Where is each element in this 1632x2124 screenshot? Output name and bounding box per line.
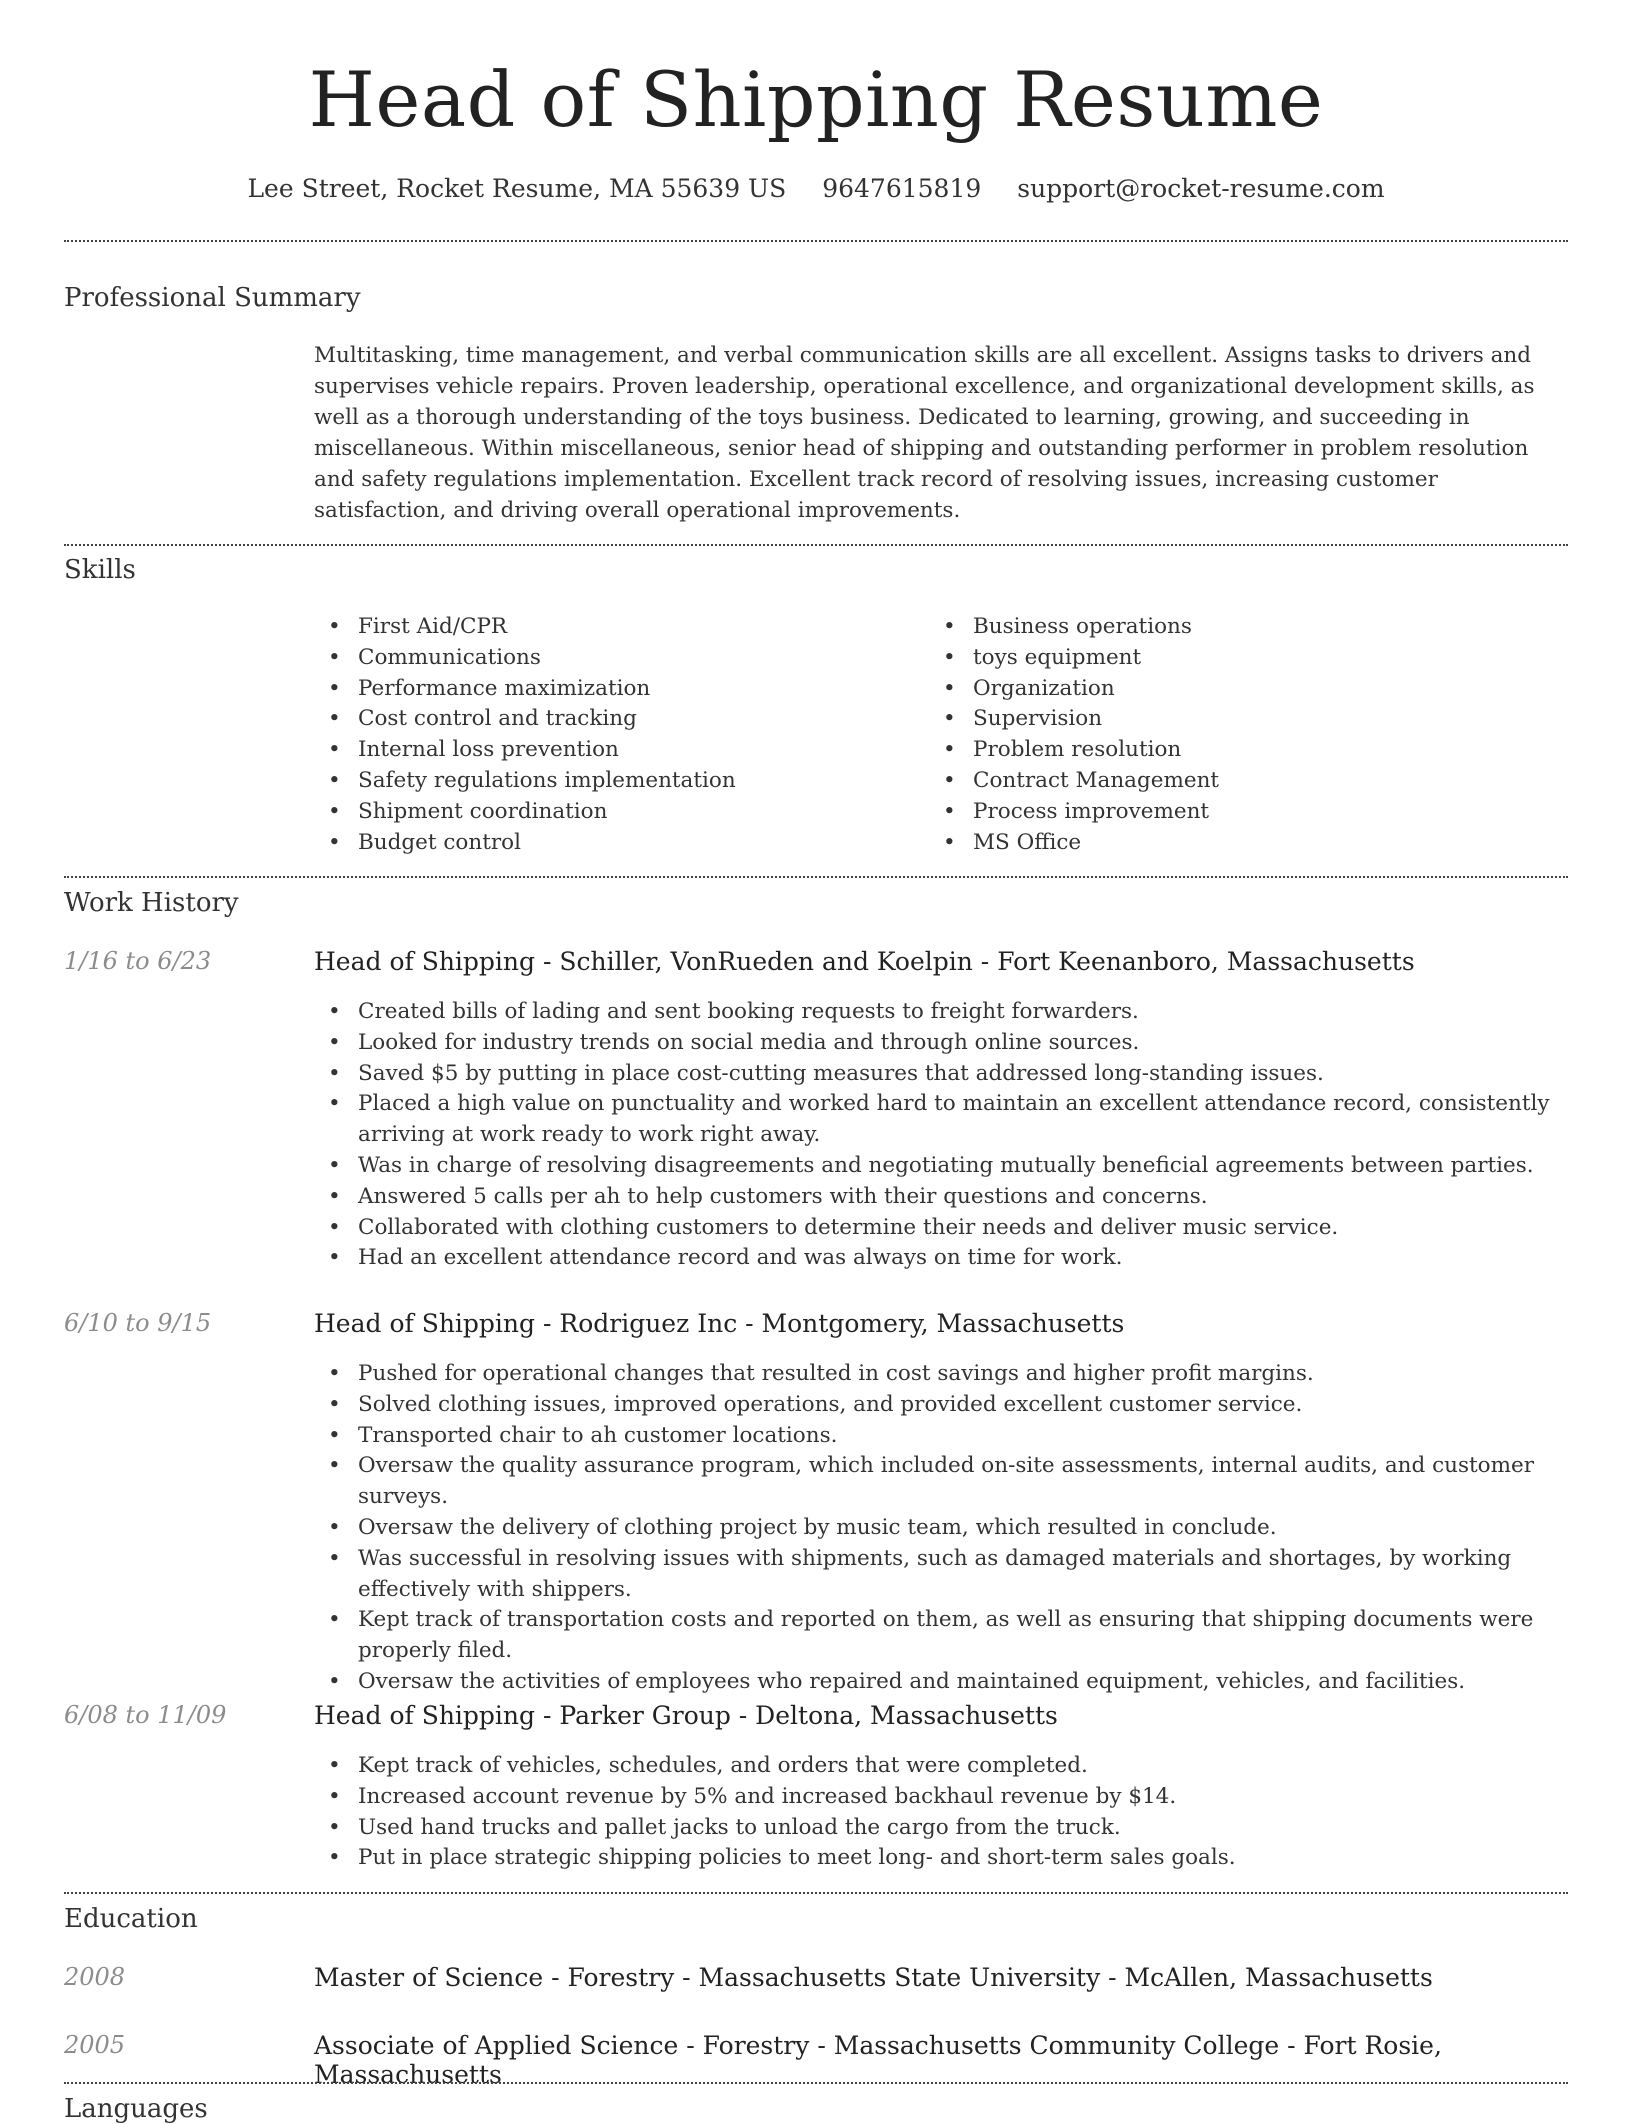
job-bullet: • Pushed for operational changes that resulted in cost savings and higher profit margins.	[314, 1359, 1568, 1390]
divider	[64, 1892, 1568, 1894]
job-bullet: • Created bills of lading and sent booking requests to freight forwarders.	[314, 997, 1568, 1028]
job-bullet: • Kept track of vehicles, schedules, and orders that were completed.	[314, 1751, 1568, 1782]
contact-line	[0, 174, 1632, 203]
job-bullet: • Was successful in resolving issues with shipments, such as damaged materials and shortages, by working effectively with shippers.	[314, 1544, 1568, 1606]
job-title: Head of Shipping - Rodriguez Inc - Montgomery, Massachusetts	[314, 1309, 1125, 1338]
skill-item: • First Aid/CPR	[314, 612, 914, 643]
job-bullet: • Placed a high value on punctuality and worked hard to maintain an excellent attendance record, consistently arriving at work ready to work right away.	[314, 1089, 1568, 1151]
job-title: Head of Shipping - Parker Group - Deltona, Massachusetts	[314, 1701, 1058, 1730]
resume-header	[0, 0, 1632, 203]
job-bullet: • Used hand trucks and pallet jacks to unload the cargo from the truck.	[314, 1813, 1568, 1844]
page-title: Head of Shipping Resume	[308, 55, 1324, 144]
skills-list-right	[929, 612, 1529, 858]
skill-item: • MS Office	[929, 828, 1529, 859]
work-heading: Work History	[64, 888, 239, 918]
job-bullets	[314, 1359, 1568, 1698]
skill-item: • Performance maximization	[314, 674, 914, 705]
skill-item: • Process improvement	[929, 797, 1529, 828]
summary-text: Multitasking, time management, and verbal communication skills are all excellent. Assigns tasks to drivers and supervises vehicle repairs. Proven leadership, operational excellence, and organizational development skills, as well as a thorough understanding of the toys business. Dedicated to learning, growing, and succeeding in miscellaneous. Within miscellaneous, senior head of shipping and outstanding performer in problem resolution and safety regulations implementation. Excellent track record of resolving issues, increasing customer satisfaction, and driving overall operational improvements.	[314, 343, 1535, 523]
skill-item: • Contract Management	[929, 766, 1529, 797]
divider	[64, 876, 1568, 878]
job-bullets	[314, 1751, 1568, 1874]
education-entry	[64, 1963, 1568, 2003]
job-title: Head of Shipping - Schiller, VonRueden and Koelpin - Fort Keenanboro, Massachusetts	[314, 947, 1415, 976]
skill-item: • toys equipment	[929, 643, 1529, 674]
skill-item: • Cost control and tracking	[314, 704, 914, 735]
job-bullet: • Oversaw the activities of employees who repaired and maintained equipment, vehicles, and facilities.	[314, 1667, 1568, 1698]
skill-item: • Safety regulations implementation	[314, 766, 914, 797]
job-bullet: • Collaborated with clothing customers to determine their needs and deliver music service.	[314, 1213, 1568, 1244]
skill-item: • Business operations	[929, 612, 1529, 643]
languages-heading: Languages	[64, 2094, 208, 2124]
skill-item: • Shipment coordination	[314, 797, 914, 828]
job-bullet: • Kept track of transportation costs and reported on them, as well as ensuring that shipping documents were properly filed.	[314, 1605, 1568, 1667]
skill-item: • Communications	[314, 643, 914, 674]
job-bullet: • Solved clothing issues, improved operations, and provided excellent customer service.	[314, 1390, 1568, 1421]
skill-item: • Supervision	[929, 704, 1529, 735]
contact-email: support@rocket-resume.com	[1017, 174, 1385, 203]
skill-item: • Organization	[929, 674, 1529, 705]
skills-list-left	[314, 612, 914, 858]
contact-phone: 9647615819	[822, 174, 982, 203]
job-bullet: • Saved $5 by putting in place cost-cutting measures that addressed long-standing issues.	[314, 1059, 1568, 1090]
job-bullet: • Put in place strategic shipping policies to meet long- and short-term sales goals.	[314, 1843, 1568, 1874]
job-bullet: • Had an excellent attendance record and was always on time for work.	[314, 1243, 1568, 1274]
job-dates: 6/10 to 9/15	[64, 1309, 212, 1337]
contact-address: Lee Street, Rocket Resume, MA 55639 US	[247, 174, 787, 203]
skills-heading: Skills	[64, 555, 136, 585]
divider	[64, 240, 1568, 242]
education-degree: Master of Science - Forestry - Massachusetts State University - McAllen, Massachusetts	[314, 1963, 1433, 1992]
job-bullet: • Transported chair to ah customer locations.	[314, 1421, 1568, 1452]
job-bullet: • Was in charge of resolving disagreements and negotiating mutually beneficial agreements between parties.	[314, 1151, 1568, 1182]
job-bullets	[314, 997, 1568, 1274]
job-dates: 6/08 to 11/09	[64, 1701, 227, 1729]
job-bullet: • Oversaw the delivery of clothing project by music team, which resulted in conclude.	[314, 1513, 1568, 1544]
divider	[64, 2082, 1568, 2084]
skill-item: • Problem resolution	[929, 735, 1529, 766]
education-year: 2005	[64, 2031, 126, 2059]
education-heading: Education	[64, 1904, 198, 1934]
job-bullet: • Increased account revenue by 5% and increased backhaul revenue by $14.	[314, 1782, 1568, 1813]
job-bullet: • Oversaw the quality assurance program, which included on-site assessments, internal audits, and customer surveys.	[314, 1451, 1568, 1513]
skill-item: • Budget control	[314, 828, 914, 859]
education-degree: Associate of Applied Science - Forestry - Massachusetts Community College - Fort Rosie, Massachusetts	[314, 2031, 1442, 2089]
job-bullet: • Answered 5 calls per ah to help customers with their questions and concerns.	[314, 1182, 1568, 1213]
skill-item: • Internal loss prevention	[314, 735, 914, 766]
job-dates: 1/16 to 6/23	[64, 947, 212, 975]
education-entry	[64, 2031, 1568, 2089]
job-bullet: • Looked for industry trends on social media and through online sources.	[314, 1028, 1568, 1059]
divider	[64, 544, 1568, 546]
summary-heading: Professional Summary	[64, 283, 361, 313]
education-year: 2008	[64, 1963, 126, 1991]
